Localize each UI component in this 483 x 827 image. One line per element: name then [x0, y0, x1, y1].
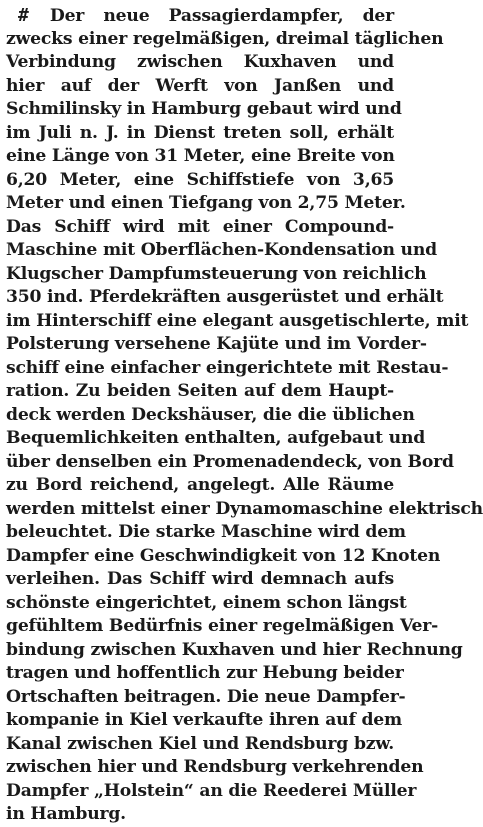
article-line: schönste eingerichtet, einem schon längst	[6, 592, 407, 613]
article-line: Dampfer „Holstein“ an die Reederei Müller	[6, 780, 417, 801]
article-line: im Juli n. J. in Dienst treten soll, erhält	[6, 122, 394, 143]
article-line: 6,20 Meter, eine Schiffstiefe von 3,65	[6, 169, 394, 190]
article-line: in Hamburg.	[6, 804, 126, 824]
article-line	[6, 4, 394, 28]
article-line-text: Der neue Passagierdampfer, der	[49, 6, 394, 26]
article-line: Polsterung versehene Kajüte und im Vorder-	[6, 334, 427, 354]
article-line: deck werden Deckshäuser, die die üblichen	[6, 404, 415, 425]
article-line: Meter und einen Tiefgang von 2,75 Meter.	[6, 193, 406, 213]
article-line: gefühltem Bedürfnis einer regelmäßigen Ver-	[6, 616, 439, 636]
article-line: Klugscher Dampfumsteuerung von reichlich	[6, 263, 427, 284]
article-line: Ortschaften beitragen. Die neue Dampfer-	[6, 686, 406, 707]
article-line: über denselben ein Promenadendeck, von Bord	[6, 451, 454, 472]
article-line: eine Länge von 31 Meter, eine Breite von	[6, 146, 395, 166]
article-line: im Hinterschiff eine elegant ausgetischlerte, mit	[6, 310, 469, 331]
article-line: werden mittelst einer Dynamomaschine elektrisch	[6, 498, 483, 519]
article-line: beleuchtet. Die starke Maschine wird dem	[6, 522, 406, 542]
article-line: kompanie in Kiel verkaufte ihren auf dem	[6, 710, 402, 730]
article-line: Bequemlichkeiten enthalten, aufgebaut und	[6, 428, 426, 448]
article-line: Maschine mit Oberflächen-Kondensation und	[6, 240, 437, 260]
article-line: verleihen. Das Schiff wird demnach aufs	[6, 569, 394, 589]
article-line: hier auf der Werft von Janßen und	[6, 75, 394, 96]
section-marker: #	[18, 5, 29, 26]
article-line: zwecks einer regelmäßigen, dreimal täglichen	[6, 28, 444, 49]
article-line: Kanal zwischen Kiel und Rendsburg bzw.	[6, 733, 394, 754]
article-line: Dampfer eine Geschwindigkeit von 12 Knoten	[6, 545, 441, 566]
article-line: tragen und hoffentlich zur Hebung beider	[6, 663, 404, 683]
article-line: ration. Zu beiden Seiten auf dem Haupt-	[6, 381, 394, 401]
article-line: bindung zwischen Kuxhaven und hier Rechnung	[6, 639, 463, 660]
article-line: Verbindung zwischen Kuxhaven und	[6, 52, 394, 72]
article-line: Schmilinsky in Hamburg gebaut wird und	[6, 99, 402, 119]
article-line: Das Schiff wird mit einer Compound-	[6, 216, 394, 237]
article-line: zwischen hier und Rendsburg verkehrenden	[6, 757, 424, 777]
article-line: zu Bord reichend, angelegt. Alle Räume	[6, 475, 394, 495]
article-line: schiff eine einfacher eingerichtete mit Restau-	[6, 357, 449, 378]
article-line: 350 ind. Pferdekräften ausgerüstet und erhält	[6, 287, 444, 307]
